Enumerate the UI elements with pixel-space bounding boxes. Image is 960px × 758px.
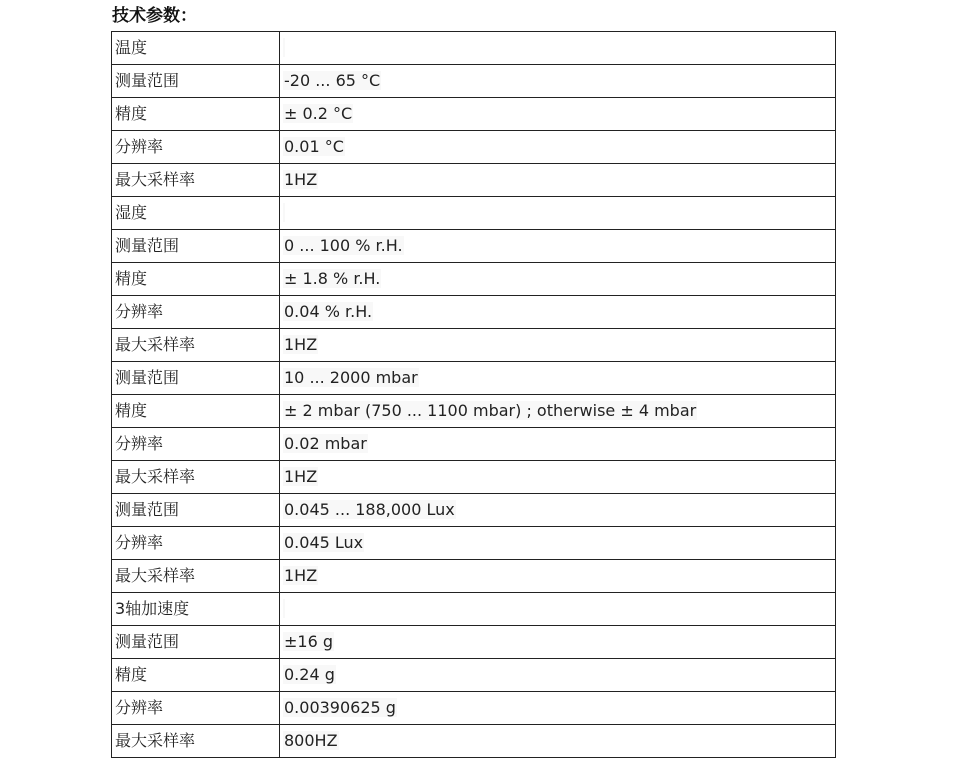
table-row — [112, 626, 836, 659]
spec-table — [111, 31, 836, 758]
parameter-value: 1HZ — [284, 467, 318, 486]
parameter-label: 3轴加速度 — [112, 593, 280, 626]
parameter-value-cell — [280, 296, 836, 329]
parameter-value-cell — [280, 98, 836, 131]
parameter-label: 温度 — [112, 32, 280, 65]
table-row — [112, 593, 836, 626]
parameter-label: 分辨率 — [112, 527, 280, 560]
table-row — [112, 560, 836, 593]
table-row — [112, 296, 836, 329]
parameter-value: 0.045 Lux — [284, 533, 364, 552]
parameter-label: 分辨率 — [112, 428, 280, 461]
parameter-value-cell — [280, 560, 836, 593]
parameter-label: 测量范围 — [112, 65, 280, 98]
parameter-value-cell — [280, 593, 836, 626]
table-row — [112, 494, 836, 527]
parameter-value: ± 1.8 % r.H. — [284, 269, 381, 288]
parameter-value: 1HZ — [284, 170, 318, 189]
table-row — [112, 527, 836, 560]
parameter-value — [283, 203, 285, 222]
parameter-value-cell — [280, 494, 836, 527]
parameter-value-cell — [280, 527, 836, 560]
table-row — [112, 362, 836, 395]
parameter-value: ± 0.2 °C — [284, 104, 353, 123]
parameter-label: 最大采样率 — [112, 164, 280, 197]
parameter-label: 精度 — [112, 395, 280, 428]
parameter-value-cell — [280, 659, 836, 692]
table-row — [112, 461, 836, 494]
parameter-value-cell — [280, 230, 836, 263]
parameter-value-cell — [280, 428, 836, 461]
parameter-label: 精度 — [112, 263, 280, 296]
parameter-value: ± 2 mbar (750 ... 1100 mbar) ; otherwise ± 4 mbar — [284, 401, 697, 420]
parameter-value-cell — [280, 65, 836, 98]
parameter-value: 0.045 ... 188,000 Lux — [284, 500, 455, 519]
parameter-value: -20 ... 65 °C — [284, 71, 381, 90]
parameter-value-cell — [280, 164, 836, 197]
parameter-label: 最大采样率 — [112, 725, 280, 758]
table-row — [112, 659, 836, 692]
table-row — [112, 428, 836, 461]
parameter-label: 最大采样率 — [112, 560, 280, 593]
parameter-value: 0.02 mbar — [284, 434, 367, 453]
parameter-value-cell — [280, 329, 836, 362]
parameter-label: 分辨率 — [112, 296, 280, 329]
parameter-label: 最大采样率 — [112, 461, 280, 494]
parameter-label: 测量范围 — [112, 362, 280, 395]
parameter-value: ±16 g — [284, 632, 334, 651]
parameter-value-cell — [280, 725, 836, 758]
parameter-value-cell — [280, 692, 836, 725]
table-row — [112, 65, 836, 98]
parameter-value: 0.04 % r.H. — [284, 302, 373, 321]
parameter-label: 测量范围 — [112, 230, 280, 263]
parameter-label: 最大采样率 — [112, 329, 280, 362]
table-row — [112, 197, 836, 230]
parameter-label: 测量范围 — [112, 626, 280, 659]
parameter-label: 湿度 — [112, 197, 280, 230]
parameter-label: 精度 — [112, 659, 280, 692]
parameter-value: 0.24 g — [284, 665, 335, 684]
table-row — [112, 692, 836, 725]
spec-table-body — [112, 32, 836, 758]
table-row — [112, 164, 836, 197]
parameter-value-cell — [280, 197, 836, 230]
parameter-label: 分辨率 — [112, 692, 280, 725]
parameter-value — [283, 599, 285, 618]
table-row — [112, 395, 836, 428]
table-row — [112, 263, 836, 296]
parameter-value: 0 ... 100 % r.H. — [284, 236, 403, 255]
table-row — [112, 329, 836, 362]
table-row — [112, 98, 836, 131]
section-heading: 技术参数： — [112, 6, 197, 26]
parameter-value-cell — [280, 131, 836, 164]
parameter-label: 精度 — [112, 98, 280, 131]
table-row — [112, 230, 836, 263]
parameter-value: 1HZ — [284, 566, 318, 585]
parameter-value — [283, 38, 285, 57]
parameter-value-cell — [280, 362, 836, 395]
parameter-value-cell — [280, 263, 836, 296]
table-row — [112, 131, 836, 164]
parameter-value: 800HZ — [284, 731, 338, 750]
table-row — [112, 32, 836, 65]
parameter-value: 10 ... 2000 mbar — [284, 368, 418, 387]
parameter-value: 0.01 °C — [284, 137, 344, 156]
parameter-value-cell — [280, 395, 836, 428]
parameter-value: 1HZ — [284, 335, 318, 354]
parameter-value: 0.00390625 g — [284, 698, 396, 717]
parameter-label: 测量范围 — [112, 494, 280, 527]
parameter-value-cell — [280, 461, 836, 494]
parameter-value-cell — [280, 32, 836, 65]
table-row — [112, 725, 836, 758]
parameter-value-cell — [280, 626, 836, 659]
parameter-label: 分辨率 — [112, 131, 280, 164]
